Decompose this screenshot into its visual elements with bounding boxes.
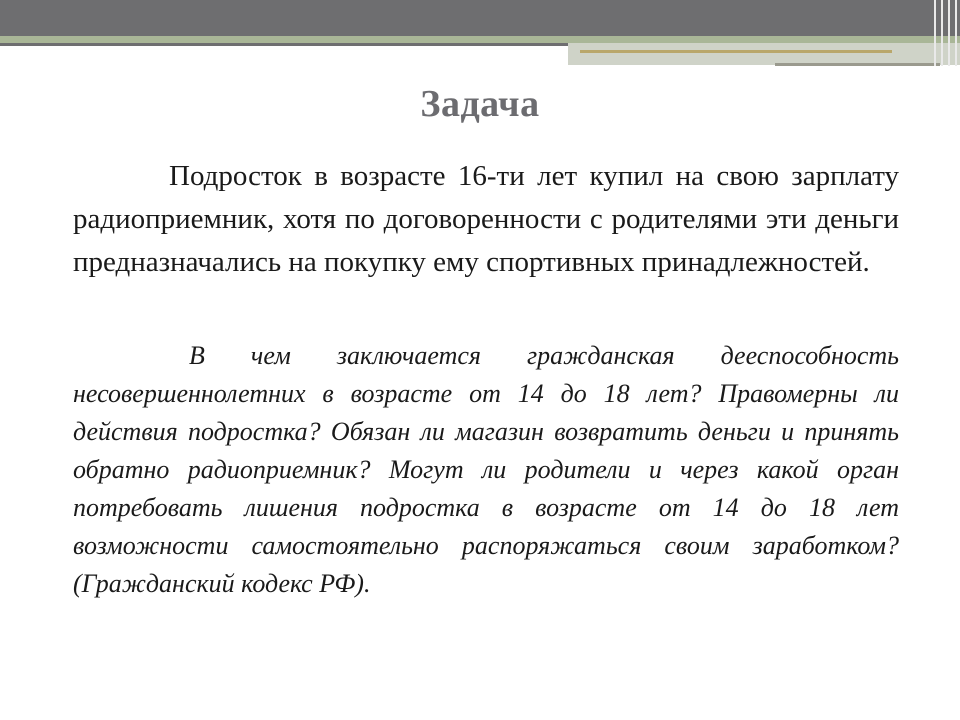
header-right-block bbox=[568, 43, 960, 65]
task-paragraph: Подросток в возрасте 16-ти лет купил на свою зарплату радиоприемник, хотя по договоренности с родителями эти деньги предназначались на покупку ему спортивных принадлежностей. bbox=[73, 160, 899, 278]
header-vertical-bars bbox=[928, 0, 960, 66]
questions-paragraph: В чем заключается гражданская дееспособность несовершеннолетних в возрасте от 14 до 18 лет? Правомерны ли действия подростка? Обязан ли магазин возвратить деньги и принять обратно радиоприемник? Могут ли родители и через какой орган потребовать лишения подростка в возрасте от 14 до 18 лет возможности самостоятельно распоряжаться своим заработком? (Гражданский кодекс РФ). bbox=[73, 341, 899, 598]
header-bar bbox=[0, 0, 960, 36]
header-accent-stripe bbox=[0, 36, 960, 43]
slide-title: Задача bbox=[420, 83, 540, 125]
header-dark-stripe bbox=[0, 43, 568, 46]
header-gray-line bbox=[775, 63, 940, 66]
header-olive-line bbox=[580, 50, 892, 53]
